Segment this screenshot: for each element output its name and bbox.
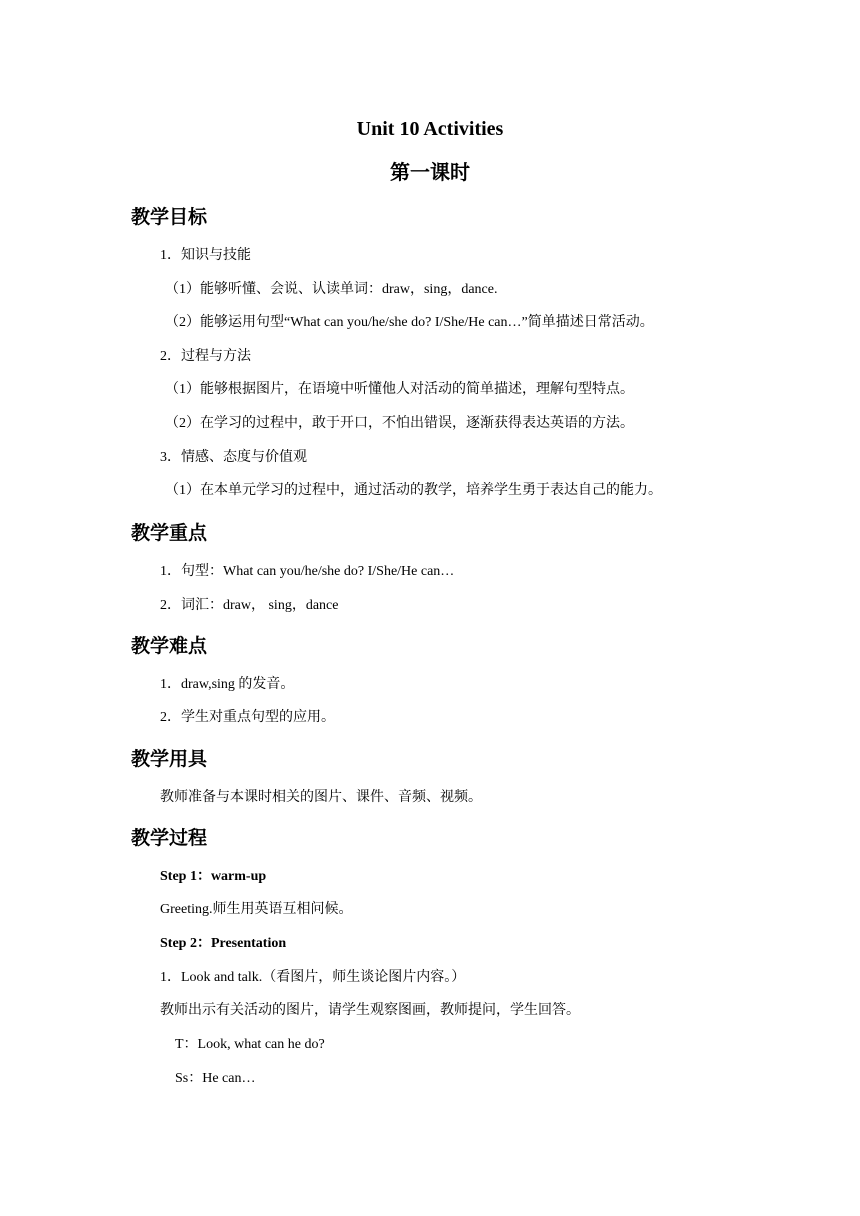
key-points-line: 1．句型：What can you/he/she do? I/She/He can…	[160, 564, 455, 579]
objectives-line: 2．过程与方法	[160, 349, 251, 364]
process-line: 1．Look and talk.（看图片，师生谈论图片内容。）	[160, 970, 466, 985]
objectives-line: （1）能够根据图片，在语境中听懂他人对活动的简单描述，理解句型特点。	[165, 382, 634, 397]
section-heading-difficulties: 教学难点	[131, 635, 208, 657]
objectives-line: （2）能够运用句型“What can you/he/she do? I/She/He can…”简单描述日常活动。	[165, 315, 654, 330]
objectives-line: 3．情感、态度与价值观	[160, 450, 307, 465]
key-points-line: 2．词汇：draw， sing，dance	[160, 598, 339, 613]
lesson-subtitle: 第一课时	[390, 162, 470, 184]
document-title: Unit 10 Activities	[356, 118, 504, 140]
process-step-heading: Step 1：warm-up	[160, 869, 267, 884]
section-heading-process: 教学过程	[131, 827, 208, 849]
tools-line: 教师准备与本课时相关的图片、课件、音频、视频。	[160, 790, 482, 805]
section-heading-tools: 教学用具	[131, 748, 208, 770]
dialogue-line: T：Look, what can he do?	[175, 1037, 325, 1052]
process-line: Greeting.师生用英语互相问候。	[160, 902, 353, 917]
section-heading-key-points: 教学重点	[131, 522, 208, 544]
process-step-heading: Step 2：Presentation	[160, 936, 287, 951]
process-line: 教师出示有关活动的图片，请学生观察图画，教师提问，学生回答。	[160, 1003, 580, 1018]
section-heading-objectives: 教学目标	[131, 206, 208, 228]
difficulties-line: 1．draw,sing 的发音。	[160, 677, 295, 692]
objectives-line: （1）在本单元学习的过程中，通过活动的教学，培养学生勇于表达自己的能力。	[165, 483, 662, 498]
objectives-line: （1）能够听懂、会说、认读单词：draw，sing，dance.	[165, 282, 498, 297]
difficulties-line: 2．学生对重点句型的应用。	[160, 710, 335, 725]
objectives-line: 1．知识与技能	[160, 248, 251, 263]
objectives-line: （2）在学习的过程中，敢于开口，不怕出错误，逐渐获得表达英语的方法。	[165, 416, 634, 431]
dialogue-line: Ss：He can…	[175, 1071, 256, 1086]
